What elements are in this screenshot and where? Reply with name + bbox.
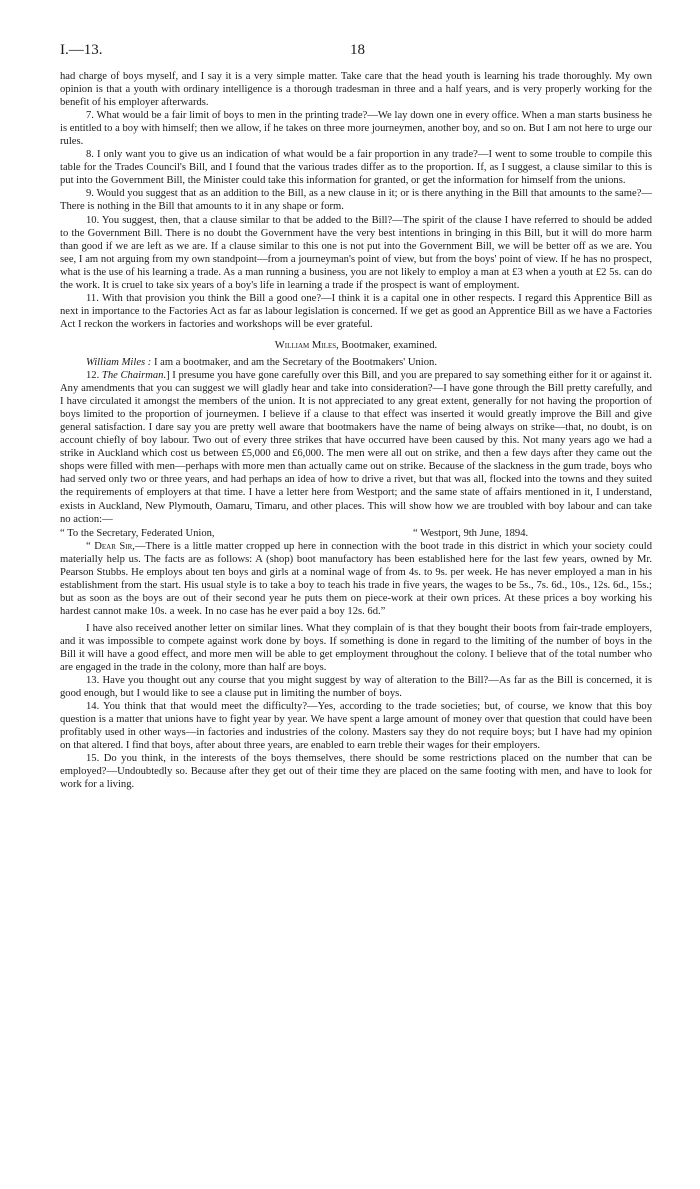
testimony-paragraph: had charge of boys myself, and I say it is a very simple matter. Take care that the head youth is learning his trade thoroughly. My own opinion is that a youth with ordinary intelligence is a thorough tradesman in three and a half years, and is very properly working for the benefit of his employer afterwards. [60, 71, 652, 109]
witness-heading [60, 339, 652, 352]
testimony-section-previous-witness [60, 70, 652, 331]
question-12-text: ] I presume you have gone carefully over this Bill, and you are prepared to say something either for it or against it. Any amendments that you can suggest we will gladly hear and take into consideration?—I have gone through the Bill pretty carefully, and I have circulated it amongst the members of the union. It is not appreciated to any great extent, generally for not having the proportion of boys limited to the proportion of journeymen. I believe if a clause to that effect was inserted it would greatly improve the Bill and give general satisfaction. I dare say you are pretty well aware that bootmakers have the name of being always on strike—that, no doubt, is on account chiefly of boy labour. Two out of every three strikes that have occurred have been caused by this. Not many years ago we had a strike in Auckland which cost us between £5,000 and £6,000. The men were all out on strike, and then a few days after they came out the shops were filled with men—perhaps with more men than actually came out on strike. Because of the slackness in the gum trade, boys who had served only two or three years, and had perhaps an idea of how to drive a rivet, but that was all, flocked into the towns and they suited the requirements of employers at that time. I have a letter here from Westport; and the same state of affairs mentioned in it, I understand, exists in Auckland, New Plymouth, Oamaru, Timaru, and other places. This will show how we are troubled with boy labour and can take no action:— [60, 370, 652, 525]
testimony-paragraph: 15. Do you think, in the interests of the boys themselves, there should be some restrictions placed on the number that can be employed?—Undoubtedly so. Because after they get out of their time they are placed on the same footing with men, and have to look for work for a living. [60, 753, 652, 791]
witness-heading-rest: , Bootmaker, examined. [336, 339, 438, 351]
page-number: 18 [350, 42, 365, 58]
testimony-paragraph: 9. Would you suggest that as an addition to the Bill, as a new clause in it; or is there anything in the Bill that amounts to the same?—There is nothing in the Bill that amounts to it in any shape or form. [60, 188, 652, 213]
testimony-section-continued [60, 622, 652, 792]
letter-dateline: “ Westport, 9th June, 1894. [413, 527, 529, 539]
page-header [60, 44, 652, 70]
testimony-paragraph: 13. Have you thought out any course that you might suggest by way of alteration to the Bill?—As far as the Bill is concerned, it is good enough, but I would like to see a clause put in limiting the number of boys. [60, 675, 652, 700]
witness-intro-name: William Miles : [86, 356, 152, 368]
question-12 [60, 369, 652, 526]
question-12-number: 12. [86, 370, 102, 382]
testimony-paragraph: 14. You think that that would meet the difficulty?—Yes, according to the trade societies; but, of course, we know that this boy question is a matter that unions have to fight year by year. We have spent a large amount of money over that question that could have been profitably used in other ways—in factories and industries of the colony. Masters say they do not require boys; but I have had my opinion on that altered. I find that boys, after about three years, are enabled to earn treble their wages for their employers. [60, 701, 652, 752]
witness-heading-name: William Miles [274, 339, 337, 351]
testimony-paragraph: 7. What would be a fair limit of boys to men in the printing trade?—We lay down one in every office. When a man starts business he is entitled to a boy with himself; then we allow, if he takes on three more journeymen, another boy, and so on. But I am not here to urge our rules. [60, 110, 652, 148]
letter-body-text: —There is a little matter cropped up here in connection with the boot trade in this district in which your society could materially help us. The facts are as follows: A (shop) boot manufactory has been established here for the last few years, owned by Mr. Pearson Stubbs. He employs about ten boys and girls at a nominal wage of from 4s. to 9s. per week. He has never employed a man in his establishment from the start. His usual style is to take a boy to teach his trade in five years, the wages to be 5s., 7s. 6d., 10s., 12s. 6d., 15s.; but as soon as the boys are out of their second year he puts them on piece-work at their own prices. At these prices a boy working his hardest cannot make 10s. a week. In no case has he ever paid a boy 12s. 6d.” [60, 540, 652, 617]
letter-salutation: “ Dear Sir, [86, 540, 135, 552]
parliamentary-reference: I.—13. [60, 42, 103, 58]
testimony-paragraph: 10. You suggest, then, that a clause similar to that be added to the Bill?—The spirit of the clause I have referred to should be added to the Government Bill. There is no doubt the Government have the very best intentions in bringing in this Bill, but it will do more harm than good if we are left as we are. If a clause similar to this one is not put into the Government Bill, we will be better off as we are. You see, I am not arguing from my own standpoint—from a journeyman's point of view, but from the boys' point of view. If he has no prospect, what is the use of his learning a trade. As a man running a business, you are not likely to employ a man at £3 when a youth at £2 5s. can do the work. It is cruel to take six years of a boy's life in learning a trade if the prospect is want of employment. [60, 214, 652, 291]
letter-body [60, 540, 652, 618]
witness-intro-text: I am a bootmaker, and am the Secretary of the Bootmakers' Union. [151, 356, 437, 368]
letter-addressee: “ To the Secretary, Federated Union, [60, 527, 215, 539]
testimony-paragraph: 8. I only want you to give us an indication of what would be a fair proportion in any trade?—I went to some trouble to compile this table for the Trades Council's Bill, and I found that the various trades differ as to the proportion. If, as I suggest, a clause similar to this is put into the Government Bill, the Minister could take this information for granted, or get the information for himself from the unions. [60, 149, 652, 187]
chairman-label: The Chairman. [101, 370, 167, 382]
testimony-paragraph: 11. With that provision you think the Bill a good one?—I think it is a capital one in other respects. I regard this Apprentice Bill as next in importance to the Factories Act as far as labour legislation is concerned. If we get as good an Apprentice Bill as we have a Factories Act I reckon the workers in factories and workshops will be ever grateful. [60, 292, 652, 330]
witness-introduction [60, 356, 652, 369]
testimony-paragraph: I have also received another letter on similar lines. What they complain of is that they bought their boots from fair-trade employers, and it was impossible to compete against work done by boys. If something is done in regard to the limiting of the number of boys in the Bill it will have a good effect, and more men will be able to get employment throughout the colony. I believe that of the total number who are engaged in the trade in the colony, more than half are boys. [60, 622, 652, 674]
letter-header [60, 527, 652, 540]
